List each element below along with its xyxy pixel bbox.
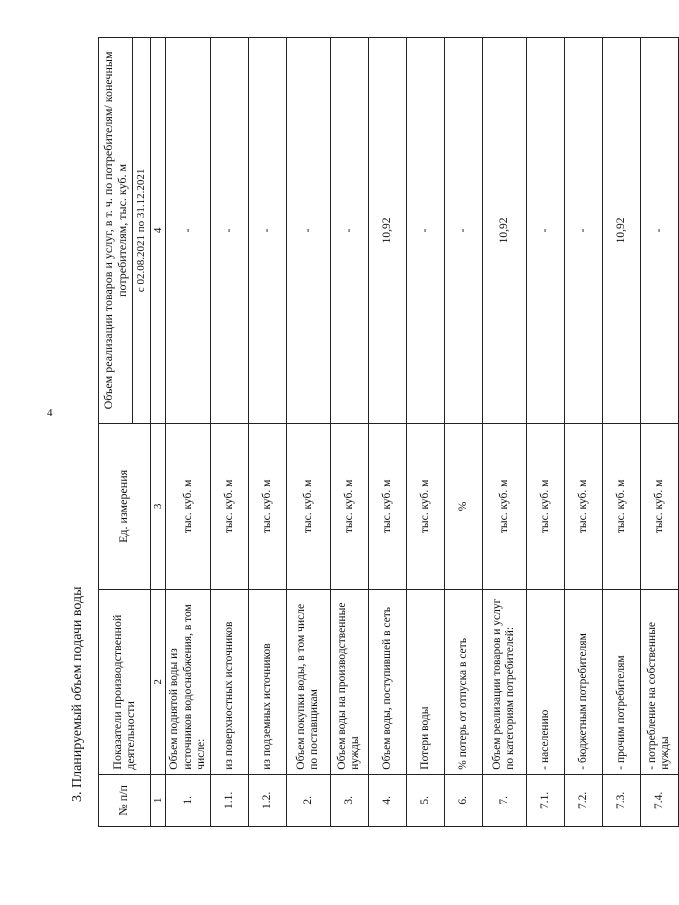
row-number: 1. — [166, 774, 211, 826]
table-row — [444, 38, 482, 827]
row-indicator: Объем реализации товаров и услуг по категориям потребителей: — [482, 589, 526, 774]
row-unit: тыс. куб. м — [602, 423, 640, 589]
table-row — [406, 38, 444, 827]
row-unit: тыс. куб. м — [640, 423, 678, 589]
row-indicator: Объем воды, поступившей в сеть — [368, 589, 406, 774]
table-row — [248, 38, 286, 827]
row-number: 7.3. — [602, 774, 640, 826]
row-unit: тыс. куб. м — [286, 423, 330, 589]
row-indicator: Объем покупки воды, в том числе по поставщикам — [286, 589, 330, 774]
index-cell: 1 — [150, 774, 166, 826]
column-index-row — [150, 38, 166, 827]
table-body — [166, 38, 679, 827]
row-number: 7.2. — [564, 774, 602, 826]
row-unit: тыс. куб. м — [248, 423, 286, 589]
row-number: 7.4. — [640, 774, 678, 826]
row-indicator: - бюджетным потребителям — [564, 589, 602, 774]
row-number: 7. — [482, 774, 526, 826]
rotated-page-content — [66, 37, 672, 827]
row-unit: тыс. куб. м — [166, 423, 211, 589]
row-indicator: - потребление на собственные нужды — [640, 589, 678, 774]
page-number: 4 — [47, 407, 53, 419]
water-supply-table — [98, 37, 679, 827]
index-cell: 3 — [150, 423, 166, 589]
row-unit: % — [444, 423, 482, 589]
row-number: 7.1. — [526, 774, 564, 826]
row-number: 3. — [330, 774, 368, 826]
table-row — [564, 38, 602, 827]
row-value: - — [526, 38, 564, 424]
row-unit: тыс. куб. м — [482, 423, 526, 589]
header-period: с 02.08.2021 по 31.12.2021 — [133, 38, 151, 424]
row-value: - — [444, 38, 482, 424]
table-row — [368, 38, 406, 827]
table-row — [640, 38, 678, 827]
row-unit: тыс. куб. м — [210, 423, 248, 589]
row-value: - — [286, 38, 330, 424]
row-indicator: - прочим потребителям — [602, 589, 640, 774]
header-indicator: Показатели производственной деятельности — [99, 589, 151, 774]
row-value: 10,92 — [482, 38, 526, 424]
row-value: 10,92 — [368, 38, 406, 424]
row-indicator: - населению — [526, 589, 564, 774]
table-row — [482, 38, 526, 827]
header-volume: Объем реализации товаров и услуг, в т. ч. по потребителям/ конечным потребителям, тыс. куб. м — [99, 38, 133, 424]
row-value: 10,92 — [602, 38, 640, 424]
row-number: 1.2. — [248, 774, 286, 826]
row-unit: тыс. куб. м — [526, 423, 564, 589]
row-value: - — [330, 38, 368, 424]
table-row — [286, 38, 330, 827]
row-unit: тыс. куб. м — [368, 423, 406, 589]
row-number: 5. — [406, 774, 444, 826]
row-indicator: из поверхностных источников — [210, 589, 248, 774]
row-value: - — [640, 38, 678, 424]
table-row — [330, 38, 368, 827]
row-unit: тыс. куб. м — [406, 423, 444, 589]
table-row — [166, 38, 211, 827]
table-row — [602, 38, 640, 827]
section-title: 3. Планируемый объем подачи воды — [70, 586, 85, 802]
row-value: - — [166, 38, 211, 424]
row-value: - — [406, 38, 444, 424]
table-row — [526, 38, 564, 827]
row-indicator: Объем воды на производственные нужды — [330, 589, 368, 774]
header-no: № п/п — [99, 774, 151, 826]
row-value: - — [210, 38, 248, 424]
row-number: 2. — [286, 774, 330, 826]
row-unit: тыс. куб. м — [564, 423, 602, 589]
row-unit: тыс. куб. м — [330, 423, 368, 589]
row-indicator: из подземных источников — [248, 589, 286, 774]
row-indicator: % потерь от отпуска в сеть — [444, 589, 482, 774]
index-cell: 4 — [150, 38, 166, 424]
row-indicator: Объем поднятой воды из источников водоснабжения, в том числе: — [166, 589, 211, 774]
header-unit: Ед. измерения — [99, 423, 151, 589]
row-number: 4. — [368, 774, 406, 826]
row-value: - — [248, 38, 286, 424]
table-row — [210, 38, 248, 827]
row-value: - — [564, 38, 602, 424]
index-cell: 2 — [150, 589, 166, 774]
row-number: 1.1. — [210, 774, 248, 826]
row-number: 6. — [444, 774, 482, 826]
row-indicator: Потери воды — [406, 589, 444, 774]
